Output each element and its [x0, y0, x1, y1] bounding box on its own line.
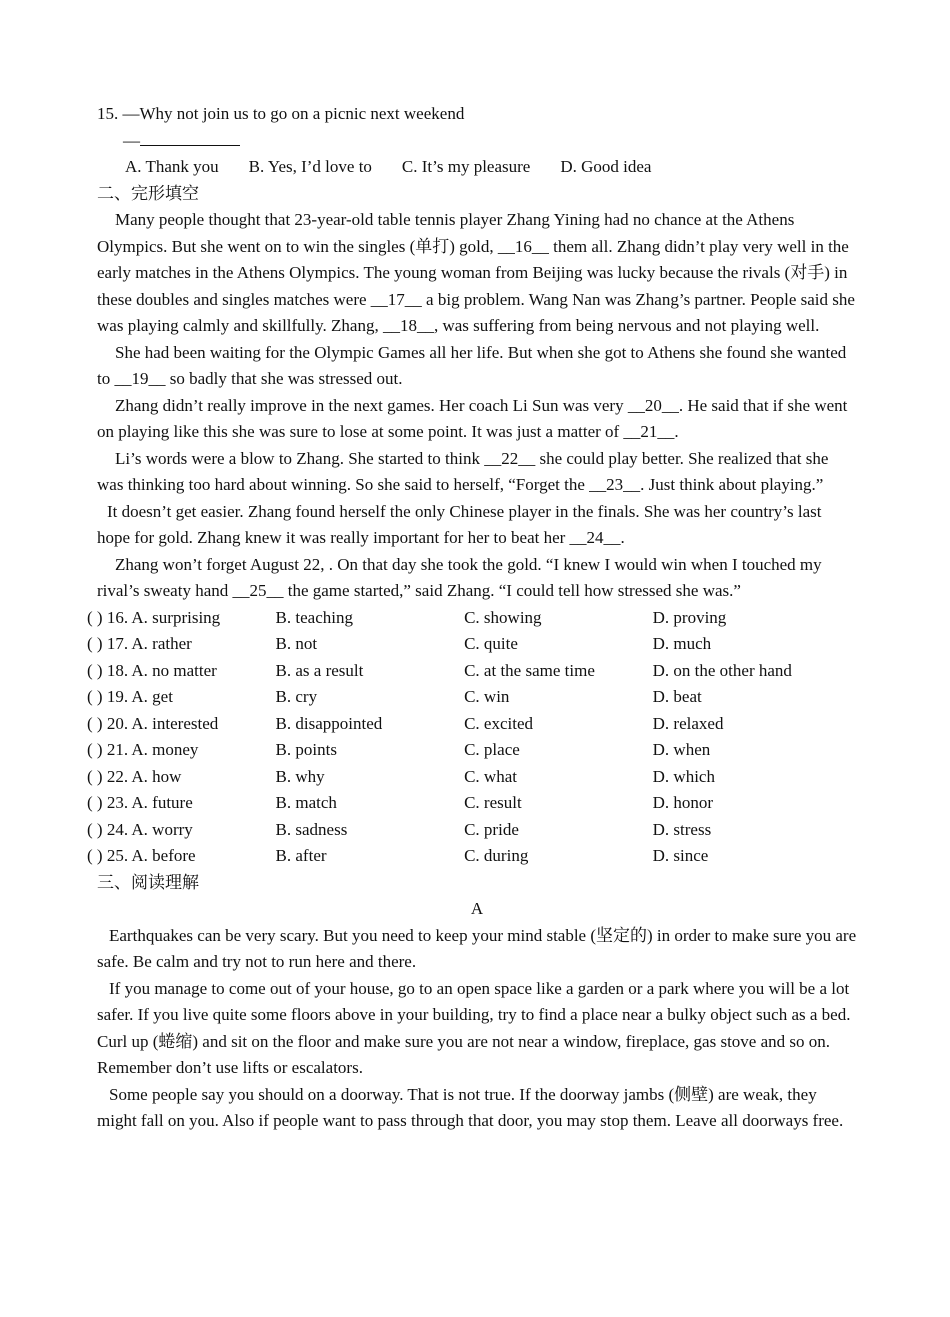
choice-row-21: ( ) 21. A. money B. points C. place D. when: [87, 740, 711, 759]
q15-option-c: C. It’s my pleasure: [401, 157, 531, 176]
choice-row-17: ( ) 17. A. rather B. not C. quite D. much: [87, 634, 712, 653]
cloze-paragraph-6: Zhang won’t forget August 22, . On that day she took the gold. “I knew I would win when I touched my rival’s sweaty hand __25__ the game started,” said Zhang. “I could tell how stressed she was.”: [97, 554, 822, 600]
reading-paragraph-3: Some people say you should on a doorway. That is not true. If the doorway jambs (侧壁) are weak, they might fall on you. Also if people want to pass through that door, you may stop them. Leave all doorways free.: [97, 1084, 844, 1130]
worksheet-page: [87, 101, 857, 1135]
choice-row-24: ( ) 24. A. worry B. sadness C. pride D. stress: [87, 819, 712, 839]
cloze-paragraph-5: It doesn’t get easier. Zhang found herself the only Chinese player in the finals. She was her country’s last hope for gold. Zhang knew it was really important for her to beat her __24__.: [97, 501, 822, 547]
q15-options: [97, 154, 857, 181]
section3-title: 三、阅读理解: [97, 872, 199, 892]
q15-option-b: B. Yes, I’d love to: [248, 157, 372, 176]
section2-title: 二、完形填空: [97, 183, 199, 203]
choice-row-20: ( ) 20. A. interested B. disappointed C. excited D. relaxed: [87, 713, 724, 733]
choice-row-16: ( ) 16. A. surprising B. teaching C. showing D. proving: [87, 607, 727, 627]
q15-stem: 15. —Why not join us to go on a picnic next weekend: [97, 104, 465, 123]
choice-row-23: ( ) 23. A. future B. match C. result D. honor: [87, 793, 714, 812]
q15-option-a: A. Thank you: [125, 157, 219, 176]
choice-row-25: ( ) 25. A. before B. after C. during D. since: [87, 846, 709, 865]
cloze-paragraph-1: Many people thought that 23-year-old table tennis player Zhang Yining had no chance at the Athens Olympics. But she went on to win the singles (单打) gold, __16__ them all. Zhang didn’t play very well in the early matches in the Athens Olympics. The young woman from Beijing was lucky because the rivals (对手) in these doubles and singles matches were __17__ a big problem. Wang Nan was Zhang’s partner. People said she was playing calmly and skillfully. Zhang, __18__, was suffering from being nervous and not playing well.: [97, 210, 855, 335]
cloze-paragraph-3: Zhang didn’t really improve in the next games. Her coach Li Sun was very __20__. He said that if she went on playing like this she was sure to lose at some point. It was just a matter of __21__.: [97, 395, 848, 441]
cloze-paragraph-2: She had been waiting for the Olympic Games all her life. But when she got to Athens she found she wanted to __19__ so badly that she was stressed out.: [97, 342, 847, 388]
q15-option-d: D. Good idea: [560, 157, 652, 176]
choice-row-22: ( ) 22. A. how B. why C. what D. which: [87, 766, 715, 786]
choice-row-18: ( ) 18. A. no matter B. as a result C. at the same time D. on the other hand: [87, 660, 792, 680]
cloze-choices: [87, 605, 857, 870]
answer-blank[interactable]: [140, 129, 240, 146]
cloze-paragraph-4: Li’s words were a blow to Zhang. She started to think __22__ she could play better. She realized that she was thinking too hard about winning. So she said to herself, “Forget the __23__. Just think about playing.”: [97, 448, 829, 494]
reading-paragraph-2: If you manage to come out of your house, go to an open space like a garden or a park where you will be a lot safer. If you live quite some floors above in your building, try to find a place near a bulky object such as a bed. Curl up (蜷缩) and sit on the floor and make sure you are not near a window, fireplace, gas stove and so on. Remember don’t use lifts or escalators.: [97, 978, 851, 1077]
reading-paragraph-1: Earthquakes can be very scary. But you need to keep your mind stable (坚定的) in order to make sure you are safe. Be calm and try not to run here and there.: [97, 925, 857, 971]
choice-row-19: ( ) 19. A. get B. cry C. win D. beat: [87, 687, 702, 706]
q15-answer-line[interactable]: —: [97, 128, 857, 155]
reading-passage-label: A: [470, 899, 484, 918]
